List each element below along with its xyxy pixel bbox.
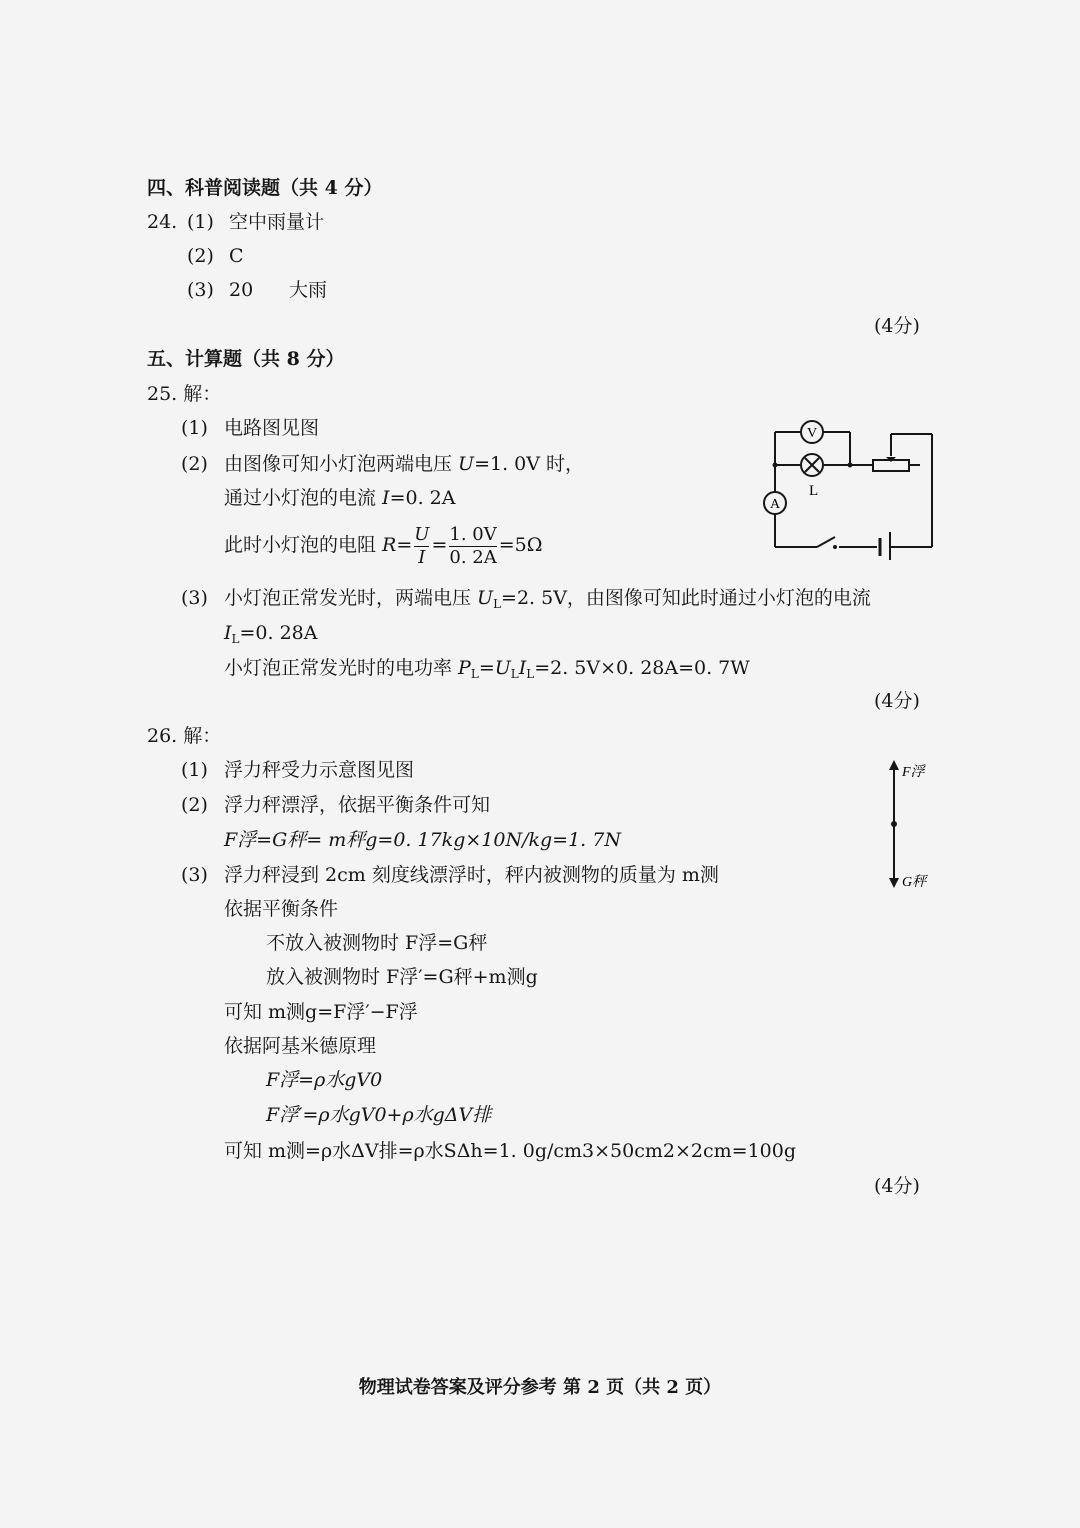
q24-label-1: (1) bbox=[187, 211, 214, 233]
page-footer: 物理试卷答案及评分参考 第 2 页（共 2 页） bbox=[358, 1377, 722, 1398]
fraction-values: $\frac{1. 0V}{0. 2A}$ bbox=[449, 523, 497, 568]
q25-number: 25. 解： bbox=[147, 383, 222, 405]
ammeter-label: A bbox=[769, 497, 781, 512]
q24-answer-1: 空中雨量计 bbox=[229, 211, 325, 233]
q26-label-3: (3) bbox=[181, 864, 208, 886]
circuit-diagram bbox=[755, 410, 945, 560]
junction-dot bbox=[773, 463, 778, 468]
q25-part-2-line1: 由图像可知小灯泡两端电压 U=1. 0V 时， bbox=[224, 453, 584, 475]
q26-equation-balance: F浮=G秤= m秤g=0. 17kg×10N/kg=1. 7N bbox=[224, 829, 621, 851]
q25-label-3: (3) bbox=[181, 587, 208, 609]
q24-label-3: (3) bbox=[187, 279, 214, 301]
q26-label-1: (1) bbox=[181, 759, 208, 781]
q25-part-3-line2: $I_L=0$. 28A bbox=[224, 622, 318, 646]
q25-label-1: (1) bbox=[181, 417, 208, 439]
q26-line-with-object: 放入被测物时 F浮′=G秤+m测g bbox=[266, 966, 538, 988]
q26-line-result: 可知 m测=ρ水ΔV排=ρ水SΔh=1. 0g/cm3×50cm2×2cm=100g bbox=[224, 1140, 796, 1162]
q26-line-archimedes: 依据阿基米德原理 bbox=[224, 1035, 377, 1057]
q25-part-3-line3: 小灯泡正常发光时的电功率 $P_L=U_LI_L=2$. 5V×0. 28A=0. 7W bbox=[224, 657, 750, 681]
q25-label-2: (2) bbox=[181, 453, 208, 475]
center-point bbox=[891, 821, 897, 827]
q24-score: (4分) bbox=[874, 315, 920, 337]
q24-answer-3-value: 20 bbox=[229, 279, 254, 301]
q25-part-1: 电路图见图 bbox=[224, 417, 320, 439]
q26-part-3: 浮力秤浸到 2cm 刻度线漂浮时，秤内被测物的质量为 m测 bbox=[224, 864, 719, 886]
fraction-u-over-i: $\frac{U}{I}$ bbox=[414, 523, 430, 568]
section-4-title: 四、科普阅读题（共 4 分） bbox=[147, 177, 383, 199]
q25-resistance-formula: 此时小灯泡的电阻 R= $\frac{U}{I}$ = $\frac{1. 0V}{0. 2A}$ =5Ω bbox=[224, 523, 543, 568]
q26-score: (4分) bbox=[874, 1175, 920, 1197]
force-diagram bbox=[880, 758, 940, 893]
q26-line-balance: 依据平衡条件 bbox=[224, 898, 339, 920]
q25-part-3-line1: 小灯泡正常发光时，两端电压 $U_L=2$. 5V，由图像可知此时通过小灯泡的电流 bbox=[224, 587, 871, 611]
q26-part-2: 浮力秤漂浮，依据平衡条件可知 bbox=[224, 794, 491, 816]
q24-answer-3-text: 大雨 bbox=[289, 279, 328, 301]
q26-label-2: (2) bbox=[181, 794, 208, 816]
section-5-title: 五、计算题（共 8 分） bbox=[147, 348, 345, 370]
q26-equation-buoyancy-prime: F浮′=ρ水gV0+ρ水gΔV排 bbox=[266, 1104, 492, 1126]
gravity-arrow-head bbox=[889, 878, 899, 888]
q25-part-2-line2: 通过小灯泡的电流 I=0. 2A bbox=[224, 487, 456, 509]
switch-contact bbox=[833, 545, 837, 549]
voltmeter-label: V bbox=[806, 426, 818, 441]
buoyancy-arrow-head bbox=[889, 760, 899, 770]
q24-answer-2: C bbox=[229, 245, 244, 267]
q26-part-1: 浮力秤受力示意图见图 bbox=[224, 759, 415, 781]
q26-line-mass-relation: 可知 m测g=F浮′−F浮 bbox=[224, 1001, 418, 1023]
q24-number: 24. bbox=[147, 211, 178, 233]
q25-score: (4分) bbox=[874, 690, 920, 712]
lamp-label: L bbox=[809, 483, 819, 499]
q26-number: 26. 解： bbox=[147, 725, 222, 747]
q24-label-2: (2) bbox=[187, 245, 214, 267]
buoyancy-label: F浮 bbox=[902, 765, 925, 780]
q26-equation-buoyancy: F浮=ρ水gV0 bbox=[266, 1069, 383, 1091]
junction-dot bbox=[848, 463, 853, 468]
gravity-label: G秤 bbox=[902, 875, 927, 890]
q26-line-without-object: 不放入被测物时 F浮=G秤 bbox=[266, 932, 488, 954]
